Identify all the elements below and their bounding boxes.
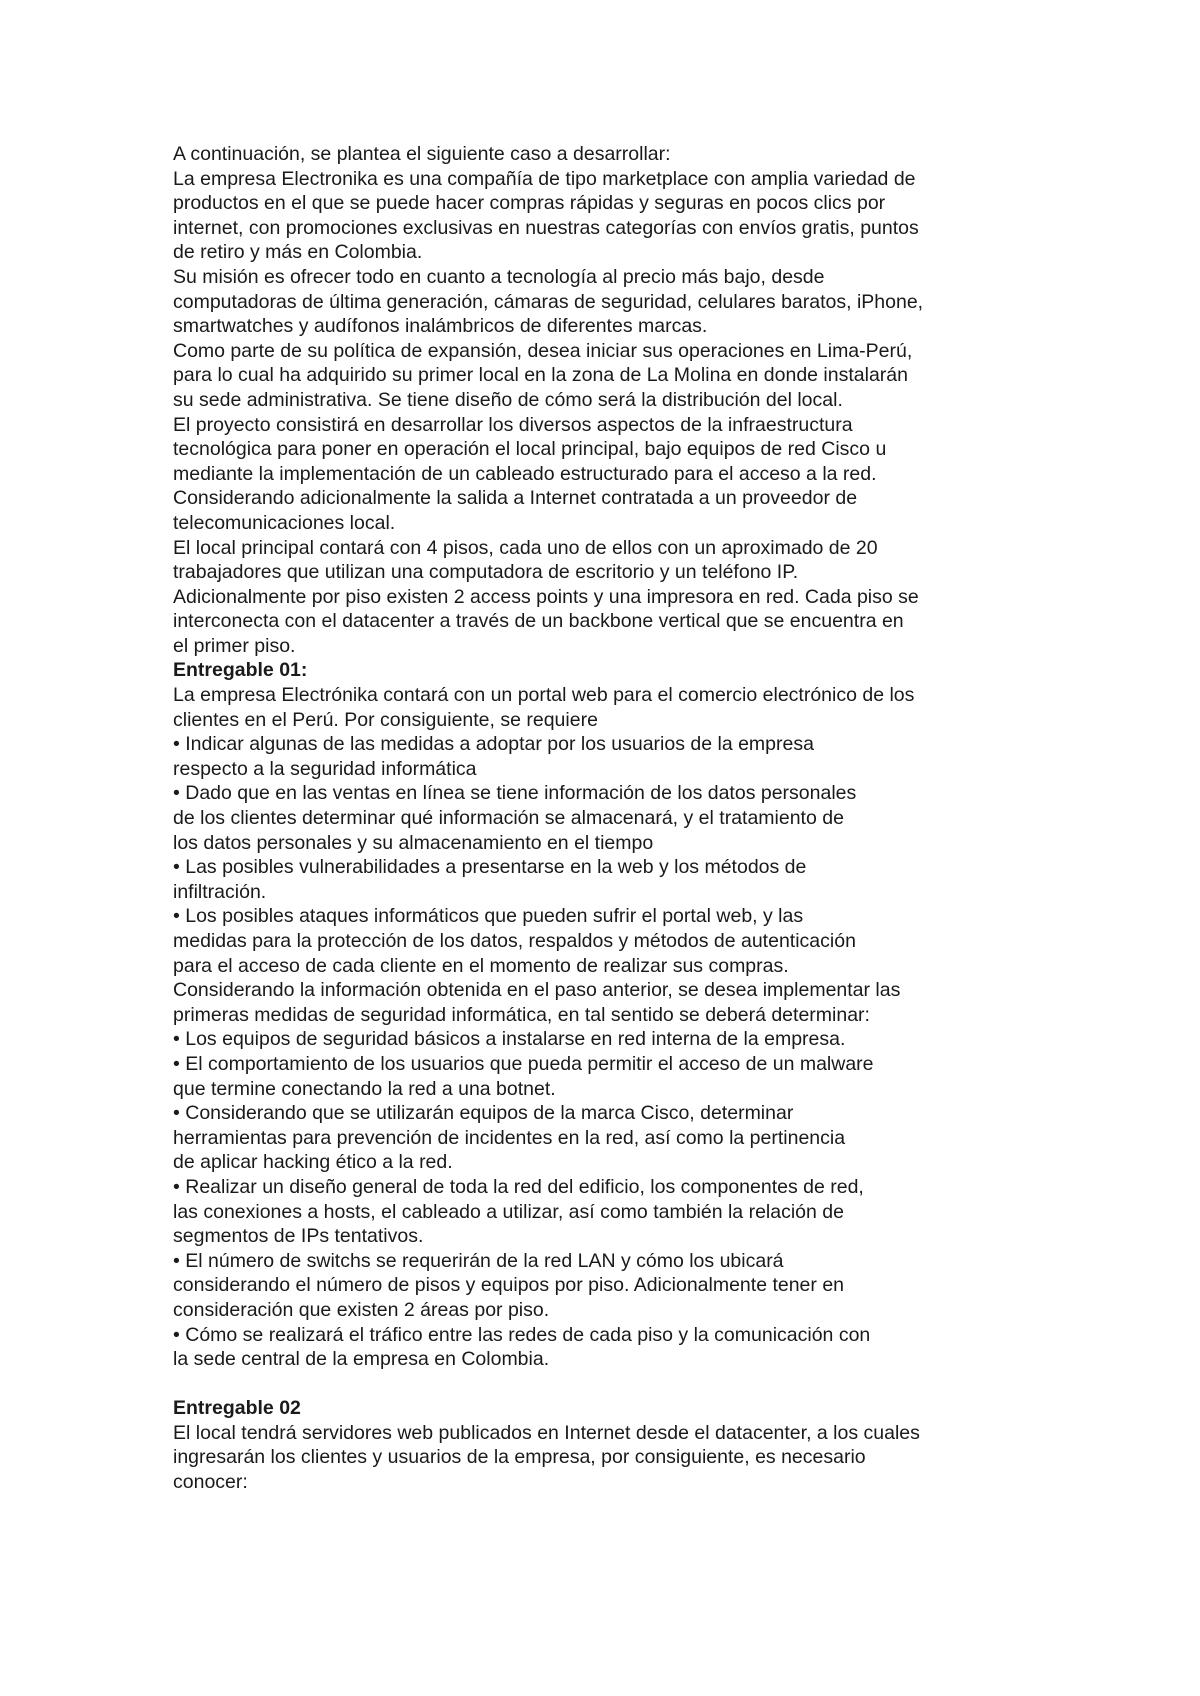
list-item: [173, 1175, 1053, 1249]
list-item: [173, 1027, 1053, 1052]
blank-line: [173, 1372, 1053, 1397]
list-item: [173, 1052, 1053, 1101]
text-line: que termine conectando la red a una botnet.: [173, 1077, 556, 1100]
bullet-line: • Los posibles ataques informáticos que pueden sufrir el portal web, y las: [173, 905, 804, 928]
bullet-list-determinations: [173, 1027, 1053, 1371]
text-line: ingresarán los clientes y usuarios de la empresa, por consiguiente, es necesario: [173, 1446, 866, 1469]
text-line: El local tendrá servidores web publicados en Internet desde el datacenter, a los cuales: [173, 1421, 920, 1444]
bullet-line: • El número de switchs se requerirán de la red LAN y cómo los ubicará: [173, 1249, 784, 1272]
intro-section: [173, 142, 1053, 658]
list-item: [173, 1323, 1053, 1372]
text-line: de aplicar hacking ético a la red.: [173, 1151, 453, 1174]
bullet-line: • Considerando que se utilizarán equipos de la marca Cisco, determinar: [173, 1102, 794, 1125]
intro-paragraph-expansion: [173, 339, 1053, 413]
text-line: infiltración.: [173, 880, 267, 903]
text-line: tecnológica para poner en operación el local principal, bajo equipos de red Cisco u: [173, 438, 887, 461]
text-line: El local principal contará con 4 pisos, cada uno de ellos con un aproximado de 20: [173, 536, 878, 559]
intro-paragraph-company: [173, 167, 1053, 265]
text-line: Considerando la información obtenida en el paso anterior, se desea implementar las: [173, 979, 901, 1002]
list-item: [173, 781, 1053, 855]
text-line: para el acceso de cada cliente en el momento de realizar sus compras.: [173, 954, 789, 977]
list-item: [173, 732, 1053, 781]
text-line: Su misión es ofrecer todo en cuanto a tecnología al precio más bajo, desde: [173, 265, 825, 288]
text-line: de los clientes determinar qué información se almacenará, y el tratamiento de: [173, 807, 844, 830]
bullet-line: • Los equipos de seguridad básicos a instalarse en red interna de la empresa.: [173, 1028, 846, 1051]
bullet-line: • Las posibles vulnerabilidades a presentarse en la web y los métodos de: [173, 856, 807, 879]
text-line: trabajadores que utilizan una computadora de escritorio y un teléfono IP.: [173, 561, 799, 584]
text-line: productos en el que se puede hacer compras rápidas y seguras en pocos clics por: [173, 192, 886, 215]
document-page: [173, 142, 1053, 1495]
bullet-line: • El comportamiento de los usuarios que pueda permitir el acceso de un malware: [173, 1052, 874, 1075]
text-line: primeras medidas de seguridad informática, en tal sentido se deberá determinar:: [173, 1003, 870, 1026]
text-line: consideración que existen 2 áreas por piso.: [173, 1298, 550, 1321]
deliverable-1-intro: [173, 683, 1053, 732]
text-line: para lo cual ha adquirido su primer local en la zona de La Molina en donde instalarán: [173, 364, 908, 387]
bullet-line: • Cómo se realizará el tráfico entre las redes de cada piso y la comunicación con: [173, 1323, 871, 1346]
intro-paragraph-mission: [173, 265, 1053, 339]
bullet-list-requirements: [173, 732, 1053, 978]
text-line: herramientas para prevención de incidentes en la red, así como la pertinencia: [173, 1126, 846, 1149]
text-line: respecto a la seguridad informática: [173, 757, 477, 780]
list-item: [173, 1249, 1053, 1323]
text-line: Adicionalmente por piso existen 2 access points y una impresora en red. Cada piso se: [173, 585, 919, 608]
text-line: internet, con promociones exclusivas en nuestras categorías con envíos gratis, puntos: [173, 216, 919, 239]
deliverable-1-middle: [173, 978, 1053, 1027]
text-line: las conexiones a hosts, el cableado a utilizar, así como también la relación de: [173, 1200, 844, 1223]
text-line: Considerando adicionalmente la salida a Internet contratada a un proveedor de: [173, 487, 858, 510]
bullet-line: • Indicar algunas de las medidas a adoptar por los usuarios de la empresa: [173, 733, 814, 756]
text-line: la sede central de la empresa en Colombia.: [173, 1348, 550, 1371]
text-line: Como parte de su política de expansión, desea iniciar sus operaciones en Lima-Perú,: [173, 339, 913, 362]
list-item: [173, 1101, 1053, 1175]
text-line: de retiro y más en Colombia.: [173, 241, 423, 264]
text-line: los datos personales y su almacenamiento en el tiempo: [173, 831, 654, 854]
text-line: mediante la implementación de un cableado estructurado para el acceso a la red.: [173, 462, 877, 485]
deliverable-2-section: [173, 1396, 1053, 1494]
text-line: su sede administrativa. Se tiene diseño de cómo será la distribución del local.: [173, 388, 843, 411]
text-line: smartwatches y audífonos inalámbricos de diferentes marcas.: [173, 315, 708, 338]
deliverable-2-heading: Entregable 02: [173, 1397, 301, 1420]
deliverable-1-heading: Entregable 01:: [173, 659, 308, 682]
text-line: medidas para la protección de los datos, respaldos y métodos de autenticación: [173, 930, 856, 952]
text-line: La empresa Electrónika contará con un portal web para el comercio electrónico de los: [173, 684, 915, 707]
text-line: considerando el número de pisos y equipos por piso. Adicionalmente tener en: [173, 1274, 845, 1297]
text-line: interconecta con el datacenter a través de un backbone vertical que se encuentra en: [173, 610, 904, 633]
text-line: el primer piso.: [173, 634, 296, 657]
intro-paragraph-project: [173, 413, 1053, 536]
bullet-line: • Dado que en las ventas en línea se tiene información de los datos personales: [173, 782, 857, 805]
list-item: [173, 855, 1053, 904]
text-line: segmentos de IPs tentativos.: [173, 1225, 424, 1248]
intro-paragraph-building: [173, 536, 1053, 659]
text-line: clientes en el Perú. Por consiguiente, se requiere: [173, 708, 598, 731]
deliverable-1-section: [173, 658, 1053, 1371]
bullet-line: • Realizar un diseño general de toda la red del edificio, los componentes de red,: [173, 1175, 864, 1198]
intro-lead: A continuación, se plantea el siguiente caso a desarrollar:: [173, 143, 671, 165]
text-line: conocer:: [173, 1471, 248, 1494]
text-line: telecomunicaciones local.: [173, 511, 396, 534]
text-line: computadoras de última generación, cámaras de seguridad, celulares baratos, iPhone,: [173, 290, 924, 313]
list-item: [173, 904, 1053, 978]
text-line: El proyecto consistirá en desarrollar los diversos aspectos de la infraestructura: [173, 413, 853, 436]
text-line: La empresa Electronika es una compañía de tipo marketplace con amplia variedad de: [173, 167, 916, 190]
